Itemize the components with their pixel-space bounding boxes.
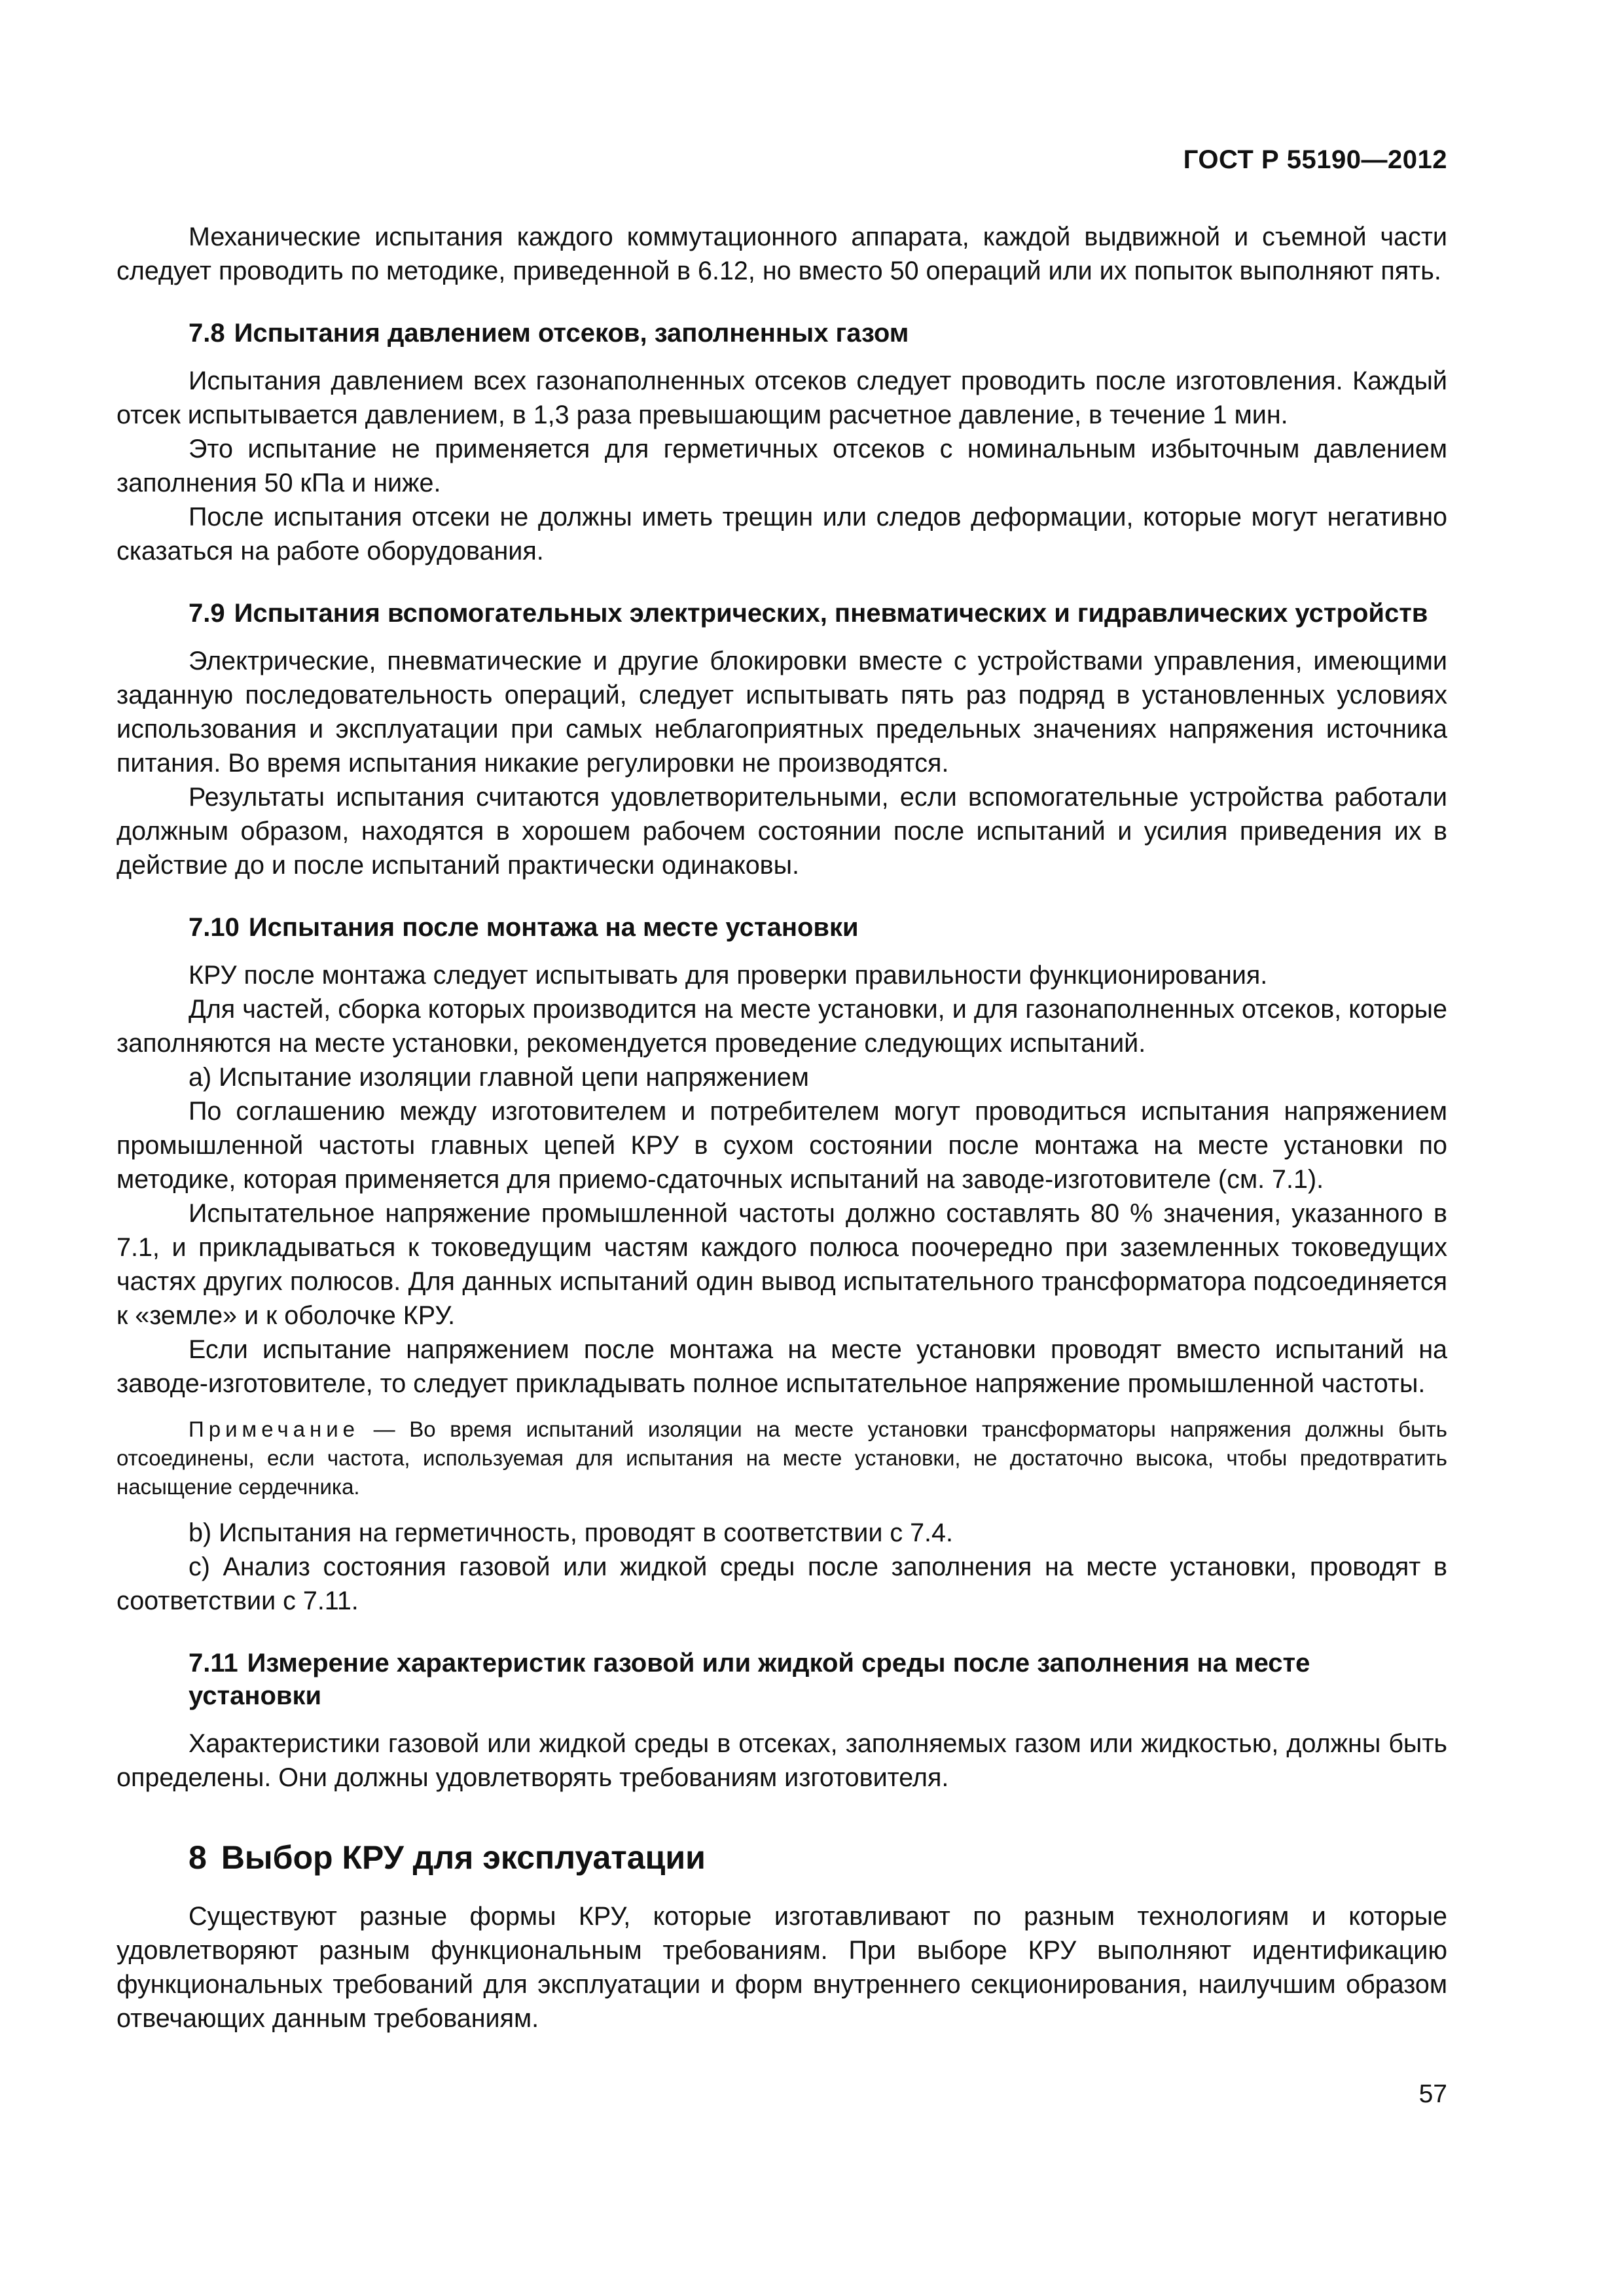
- paragraph: После испытания отсеки не должны иметь трещин или следов деформации, которые могут негативно сказаться на работе оборудования.: [117, 503, 1447, 565]
- paragraph: b) Испытания на герметичность, проводят в соответствии с 7.4.: [189, 1518, 953, 1547]
- paragraph: По соглашению между изготовителем и потребителем могут проводиться испытания напряжением промышленной частоты главных цепей КРУ в сухом состоянии после монтажа на месте установки по методике, которая применяется для приемо-сдаточных испытаний на заводе-изготовителе (см. 7.1).: [117, 1097, 1447, 1194]
- chapter-number: 8: [189, 1839, 207, 1876]
- section-number: 7.9: [189, 599, 225, 628]
- chapter-heading-8: [189, 1838, 1447, 1877]
- section-number: 7.8: [189, 319, 225, 348]
- note-text: — Во время испытаний изоляции на месте установки трансформаторы напряжения должны быть отсоединены, если частота, используемая для испытания на месте установки, не достаточно высока, чтобы предотвратить насыщение сердечника.: [117, 1417, 1447, 1499]
- chapter-title: Выбор КРУ для эксплуатации: [221, 1839, 706, 1876]
- note-label: Примечание: [189, 1417, 360, 1441]
- page-number: 57: [1418, 2080, 1447, 2108]
- page-content: [117, 220, 1447, 2036]
- paragraph: Характеристики газовой или жидкой среды в отсеках, заполняемых газом или жидкостью, должны быть определены. Они должны удовлетворять требованиям изготовителя.: [117, 1729, 1447, 1792]
- paragraph: c) Анализ состояния газовой или жидкой среды после заполнения на месте установки, проводят в соответствии с 7.11.: [117, 1552, 1447, 1615]
- section-heading-7-10: [189, 911, 1447, 944]
- section-number: 7.11: [189, 1649, 238, 1677]
- paragraph: Существуют разные формы КРУ, которые изготавливают по разным технологиям и которые удовлетворяют разным функциональным требованиям. При выборе КРУ выполняют идентификацию функциональных требований для эксплуатации и форм внутреннего секционирования, наилучшим образом отвечающих данным требованиям.: [117, 1902, 1447, 2033]
- paragraph: Испытания давлением всех газонаполненных отсеков следует проводить после изготовления. Каждый отсек испытывается давлением, в 1,3 раза превышающим расчетное давление, в течение 1 мин.: [117, 367, 1447, 429]
- paragraph: Испытательное напряжение промышленной частоты должно составлять 80 % значения, указанного в 7.1, и прикладываться к токоведущим частям каждого полюса поочередно при заземленных токоведущих частях других полюсов. Для данных испытаний один вывод испытательного трансформатора подсоединяется к «земле» и к оболочке КРУ.: [117, 1199, 1447, 1330]
- section-title: Измерение характеристик газовой или жидкой среды после заполнения на месте установки: [189, 1649, 1310, 1710]
- section-heading-7-8: [189, 317, 1447, 350]
- paragraph: Для частей, сборка которых производится на месте установки, и для газонаполненных отсеков, которые заполняются на месте установки, рекомендуется проведение следующих испытаний.: [117, 995, 1447, 1058]
- paragraph: Результаты испытания считаются удовлетворительными, если вспомогательные устройства работали должным образом, находятся в хорошем рабочем состоянии после испытаний и усилия приведения их в действие до и после испытаний практически одинаковы.: [117, 783, 1447, 880]
- paragraph: а) Испытание изоляции главной цепи напряжением: [189, 1063, 809, 1092]
- section-number: 7.10: [189, 913, 240, 942]
- note: [117, 1415, 1447, 1501]
- paragraph: Электрические, пневматические и другие блокировки вместе с устройствами управления, имеющими заданную последовательность операций, следует испытывать пять раз подряд в установленных условиях использования и эксплуатации при самых неблагоприятных предельных значениях напряжения источника питания. Во время испытания никакие регулировки не производятся.: [117, 647, 1447, 778]
- section-title: Испытания после монтажа на месте установки: [248, 913, 859, 942]
- intro-paragraph: Механические испытания каждого коммутационного аппарата, каждой выдвижной и съемной части следует проводить по методике, приведенной в 6.12, но вместо 50 операций или их попыток выполняют пять.: [117, 223, 1447, 285]
- paragraph: КРУ после монтажа следует испытывать для проверки правильности функционирования.: [189, 961, 1268, 990]
- document-header: ГОСТ Р 55190—2012: [1183, 145, 1447, 174]
- paragraph: Если испытание напряжением после монтажа на месте установки проводят вместо испытаний на заводе-изготовителе, то следует прикладывать полное испытательное напряжение промышленной частоты.: [117, 1335, 1447, 1398]
- section-heading-7-11: [189, 1647, 1447, 1712]
- section-title: Испытания вспомогательных электрических, пневматических и гидравлических устройств: [234, 599, 1428, 628]
- section-heading-7-9: [189, 597, 1447, 630]
- paragraph: Это испытание не применяется для герметичных отсеков с номинальным избыточным давлением заполнения 50 кПа и ниже.: [117, 435, 1447, 497]
- section-title: Испытания давлением отсеков, заполненных газом: [234, 319, 909, 348]
